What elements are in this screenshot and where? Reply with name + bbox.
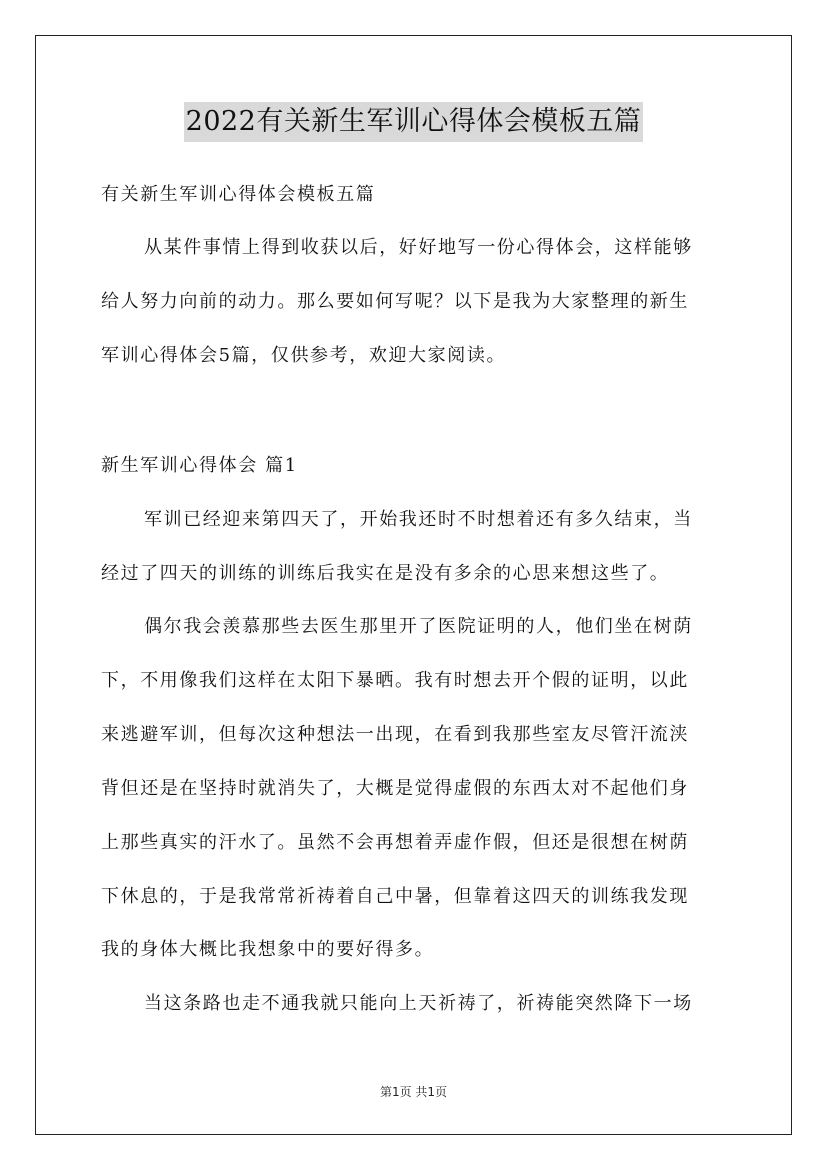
paragraph-line: 经过了四天的训练的训练后我实在是没有多余的心思来想这些了。 [101, 563, 670, 584]
paragraph-line: 上那些真实的汗水了。虽然不会再想着弄虚作假，但还是很想在树荫 [101, 832, 689, 853]
intro-line: 从某件事情上得到收获以后，好好地写一份心得体会，这样能够 [144, 237, 693, 258]
paragraph-line: 我的身体大概比我想象中的要好得多。 [101, 939, 435, 960]
paragraph-line: 下，不用像我们这样在太阳下暴晒。我有时想去开个假的证明，以此 [101, 670, 689, 691]
document-subtitle: 有关新生军训心得体会模板五篇 [101, 184, 376, 205]
paragraph-line: 来逃避军训，但每次这种想法一出现，在看到我那些室友尽管汗流浃 [101, 724, 689, 745]
paragraph-line: 当这条路也走不通我就只能向上天祈祷了，祈祷能突然降下一场 [144, 993, 693, 1014]
paragraph-line: 军训已经迎来第四天了，开始我还时不时想着还有多久结束，当 [144, 509, 693, 530]
intro-line: 给人努力向前的动力。那么要如何写呢？以下是我为大家整理的新生 [101, 291, 689, 312]
intro-line: 军训心得体会5篇，仅供参考，欢迎大家阅读。 [101, 345, 507, 366]
paragraph-line: 背但还是在坚持时就消失了，大概是觉得虚假的东西太对不起他们身 [101, 778, 689, 799]
paragraph-line: 偶尔我会羡慕那些去医生那里开了医院证明的人，他们坐在树荫 [144, 616, 693, 637]
section-heading: 新生军训心得体会 篇1 [101, 455, 298, 476]
paragraph-line: 下休息的，于是我常常祈祷着自己中暑，但靠着这四天的训练我发现 [101, 886, 689, 907]
title-container [0, 102, 827, 142]
page-footer: 第1页 共1页 [379, 1085, 448, 1099]
document-title: 2022有关新生军训心得体会模板五篇 [184, 102, 644, 142]
